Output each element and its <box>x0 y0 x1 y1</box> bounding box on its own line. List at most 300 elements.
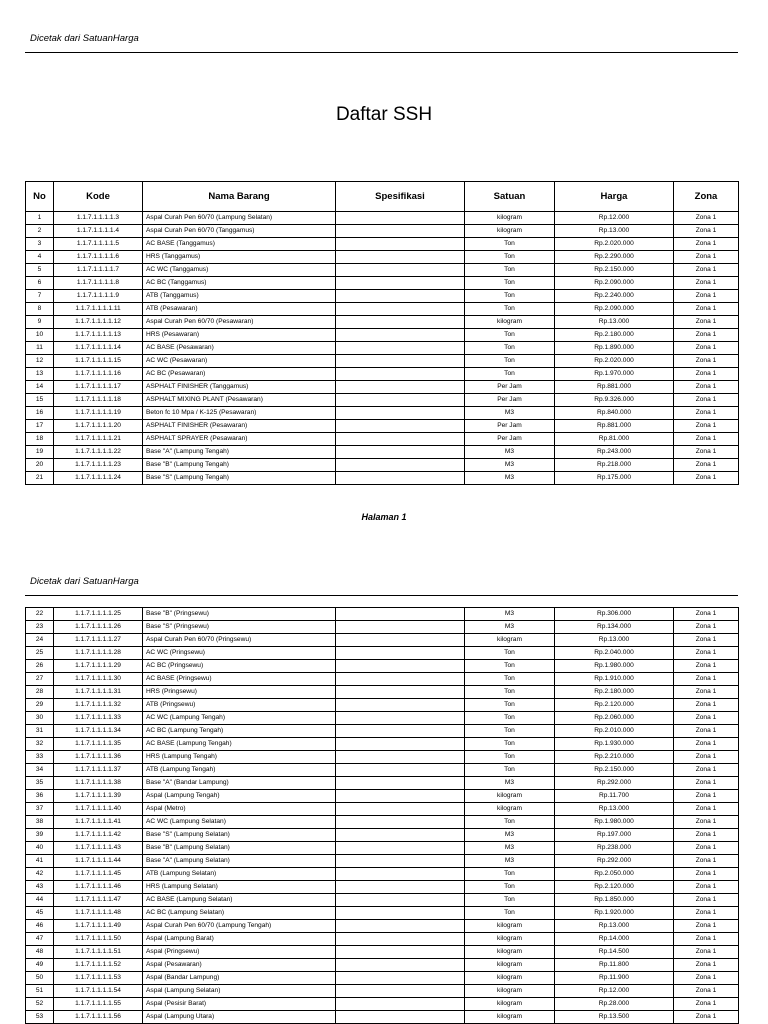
cell-kode: 1.1.7.1.1.1.1.8 <box>54 277 143 290</box>
cell-kode: 1.1.7.1.1.1.1.18 <box>54 394 143 407</box>
cell-nama-barang: Aspal (Pesisir Barat) <box>143 998 336 1011</box>
price-table-page-1 <box>25 181 739 485</box>
cell-kode: 1.1.7.1.1.1.1.9 <box>54 290 143 303</box>
table-row <box>26 212 739 225</box>
cell-no: 32 <box>26 738 54 751</box>
page-footer: Halaman 1 <box>361 512 407 522</box>
cell-nama-barang: ATB (Lampung Selatan) <box>143 868 336 881</box>
cell-no: 23 <box>26 621 54 634</box>
table-row <box>26 608 739 621</box>
cell-no: 40 <box>26 842 54 855</box>
cell-spesifikasi <box>336 881 465 894</box>
col-header-satuan: Satuan <box>465 182 555 212</box>
table-row <box>26 660 739 673</box>
cell-nama-barang: AC BASE (Lampung Selatan) <box>143 894 336 907</box>
cell-spesifikasi <box>336 946 465 959</box>
cell-zona: Zona 1 <box>674 686 739 699</box>
cell-harga: Rp.292.000 <box>555 777 674 790</box>
cell-zona: Zona 1 <box>674 355 739 368</box>
cell-nama-barang: AC WC (Pringsewu) <box>143 647 336 660</box>
cell-spesifikasi <box>336 368 465 381</box>
cell-nama-barang: ASPHALT MIXING PLANT (Pesawaran) <box>143 394 336 407</box>
cell-no: 53 <box>26 1011 54 1024</box>
cell-harga: Rp.2.120.000 <box>555 881 674 894</box>
cell-satuan: kilogram <box>465 634 555 647</box>
cell-no: 45 <box>26 907 54 920</box>
cell-kode: 1.1.7.1.1.1.1.38 <box>54 777 143 790</box>
cell-kode: 1.1.7.1.1.1.1.45 <box>54 868 143 881</box>
cell-zona: Zona 1 <box>674 751 739 764</box>
cell-satuan: M3 <box>465 472 555 485</box>
cell-spesifikasi <box>336 725 465 738</box>
cell-kode: 1.1.7.1.1.1.1.12 <box>54 316 143 329</box>
table-row <box>26 699 739 712</box>
cell-spesifikasi <box>336 920 465 933</box>
cell-zona: Zona 1 <box>674 972 739 985</box>
cell-no: 6 <box>26 277 54 290</box>
cell-zona: Zona 1 <box>674 290 739 303</box>
cell-zona: Zona 1 <box>674 368 739 381</box>
cell-harga: Rp.2.210.000 <box>555 751 674 764</box>
cell-nama-barang: AC BC (Lampung Tengah) <box>143 725 336 738</box>
cell-no: 42 <box>26 868 54 881</box>
cell-no: 38 <box>26 816 54 829</box>
cell-spesifikasi <box>336 420 465 433</box>
col-header-harga: Harga <box>555 182 674 212</box>
cell-spesifikasi <box>336 699 465 712</box>
cell-kode: 1.1.7.1.1.1.1.43 <box>54 842 143 855</box>
cell-harga: Rp.881.000 <box>555 381 674 394</box>
cell-no: 26 <box>26 660 54 673</box>
table-row <box>26 855 739 868</box>
cell-harga: Rp.14.500 <box>555 946 674 959</box>
cell-no: 25 <box>26 647 54 660</box>
cell-nama-barang: Aspal Curah Pen 60/70 (Tanggamus) <box>143 225 336 238</box>
cell-harga: Rp.11.900 <box>555 972 674 985</box>
table-row <box>26 777 739 790</box>
table-row <box>26 686 739 699</box>
cell-kode: 1.1.7.1.1.1.1.41 <box>54 816 143 829</box>
cell-harga: Rp.11.700 <box>555 790 674 803</box>
table-row <box>26 420 739 433</box>
cell-nama-barang: Aspal (Lampung Selatan) <box>143 985 336 998</box>
table-row <box>26 751 739 764</box>
cell-satuan: Ton <box>465 751 555 764</box>
cell-zona: Zona 1 <box>674 303 739 316</box>
cell-harga: Rp.14.000 <box>555 933 674 946</box>
cell-kode: 1.1.7.1.1.1.1.29 <box>54 660 143 673</box>
cell-nama-barang: Base "A" (Lampung Tengah) <box>143 446 336 459</box>
cell-no: 50 <box>26 972 54 985</box>
cell-spesifikasi <box>336 316 465 329</box>
cell-nama-barang: AC BASE (Pesawaran) <box>143 342 336 355</box>
table-row <box>26 946 739 959</box>
cell-harga: Rp.13.000 <box>555 316 674 329</box>
cell-zona: Zona 1 <box>674 660 739 673</box>
cell-no: 48 <box>26 946 54 959</box>
cell-harga: Rp.28.000 <box>555 998 674 1011</box>
cell-spesifikasi <box>336 660 465 673</box>
cell-kode: 1.1.7.1.1.1.1.51 <box>54 946 143 959</box>
table-row <box>26 303 739 316</box>
cell-spesifikasi <box>336 738 465 751</box>
cell-kode: 1.1.7.1.1.1.1.6 <box>54 251 143 264</box>
cell-spesifikasi <box>336 381 465 394</box>
table-row <box>26 394 739 407</box>
cell-kode: 1.1.7.1.1.1.1.5 <box>54 238 143 251</box>
cell-satuan: Per Jam <box>465 420 555 433</box>
cell-nama-barang: ASPHALT SPRAYER (Pesawaran) <box>143 433 336 446</box>
cell-nama-barang: AC BASE (Tanggamus) <box>143 238 336 251</box>
cell-spesifikasi <box>336 777 465 790</box>
cell-spesifikasi <box>336 290 465 303</box>
cell-satuan: kilogram <box>465 316 555 329</box>
cell-zona: Zona 1 <box>674 264 739 277</box>
cell-kode: 1.1.7.1.1.1.1.14 <box>54 342 143 355</box>
cell-kode: 1.1.7.1.1.1.1.40 <box>54 803 143 816</box>
cell-kode: 1.1.7.1.1.1.1.20 <box>54 420 143 433</box>
cell-zona: Zona 1 <box>674 316 739 329</box>
cell-no: 27 <box>26 673 54 686</box>
cell-spesifikasi <box>336 816 465 829</box>
cell-zona: Zona 1 <box>674 816 739 829</box>
table-row <box>26 290 739 303</box>
cell-harga: Rp.1.980.000 <box>555 816 674 829</box>
cell-nama-barang: Aspal Curah Pen 60/70 (Lampung Tengah) <box>143 920 336 933</box>
cell-spesifikasi <box>336 277 465 290</box>
cell-satuan: kilogram <box>465 790 555 803</box>
cell-kode: 1.1.7.1.1.1.1.26 <box>54 621 143 634</box>
cell-nama-barang: AC BASE (Pringsewu) <box>143 673 336 686</box>
cell-spesifikasi <box>336 751 465 764</box>
cell-harga: Rp.13.000 <box>555 920 674 933</box>
table-row <box>26 433 739 446</box>
cell-nama-barang: Aspal (Pesawaran) <box>143 959 336 972</box>
cell-zona: Zona 1 <box>674 433 739 446</box>
cell-spesifikasi <box>336 764 465 777</box>
cell-zona: Zona 1 <box>674 829 739 842</box>
cell-spesifikasi <box>336 998 465 1011</box>
cell-spesifikasi <box>336 829 465 842</box>
cell-harga: Rp.2.150.000 <box>555 764 674 777</box>
price-table-page-2 <box>25 607 739 1024</box>
cell-satuan: M3 <box>465 621 555 634</box>
cell-harga: Rp.2.050.000 <box>555 868 674 881</box>
cell-zona: Zona 1 <box>674 225 739 238</box>
cell-satuan: kilogram <box>465 985 555 998</box>
table-row <box>26 829 739 842</box>
table-row <box>26 459 739 472</box>
cell-zona: Zona 1 <box>674 907 739 920</box>
cell-kode: 1.1.7.1.1.1.1.54 <box>54 985 143 998</box>
cell-spesifikasi <box>336 933 465 946</box>
cell-satuan: M3 <box>465 842 555 855</box>
cell-spesifikasi <box>336 959 465 972</box>
col-header-zona: Zona <box>674 182 739 212</box>
cell-no: 4 <box>26 251 54 264</box>
cell-no: 19 <box>26 446 54 459</box>
table-row <box>26 985 739 998</box>
cell-harga: Rp.13.000 <box>555 803 674 816</box>
cell-no: 51 <box>26 985 54 998</box>
cell-nama-barang: Base "S" (Lampung Selatan) <box>143 829 336 842</box>
cell-zona: Zona 1 <box>674 212 739 225</box>
cell-zona: Zona 1 <box>674 712 739 725</box>
cell-no: 30 <box>26 712 54 725</box>
table-row <box>26 673 739 686</box>
cell-harga: Rp.1.930.000 <box>555 738 674 751</box>
cell-nama-barang: HRS (Lampung Tengah) <box>143 751 336 764</box>
cell-harga: Rp.2.180.000 <box>555 329 674 342</box>
cell-spesifikasi <box>336 608 465 621</box>
cell-kode: 1.1.7.1.1.1.1.25 <box>54 608 143 621</box>
cell-satuan: Ton <box>465 342 555 355</box>
table-row <box>26 1011 739 1024</box>
cell-harga: Rp.12.000 <box>555 985 674 998</box>
cell-zona: Zona 1 <box>674 238 739 251</box>
cell-no: 22 <box>26 608 54 621</box>
cell-spesifikasi <box>336 303 465 316</box>
cell-harga: Rp.13.500 <box>555 1011 674 1024</box>
table-row <box>26 472 739 485</box>
cell-zona: Zona 1 <box>674 790 739 803</box>
cell-nama-barang: Aspal (Bandar Lampung) <box>143 972 336 985</box>
cell-nama-barang: Aspal Curah Pen 60/70 (Pesawaran) <box>143 316 336 329</box>
cell-zona: Zona 1 <box>674 459 739 472</box>
cell-nama-barang: Aspal (Pringsewu) <box>143 946 336 959</box>
cell-satuan: kilogram <box>465 212 555 225</box>
cell-satuan: Ton <box>465 816 555 829</box>
cell-spesifikasi <box>336 264 465 277</box>
cell-spesifikasi <box>336 472 465 485</box>
cell-satuan: Per Jam <box>465 381 555 394</box>
cell-kode: 1.1.7.1.1.1.1.49 <box>54 920 143 933</box>
cell-kode: 1.1.7.1.1.1.1.28 <box>54 647 143 660</box>
cell-no: 31 <box>26 725 54 738</box>
cell-nama-barang: HRS (Pringsewu) <box>143 686 336 699</box>
cell-nama-barang: Base "B" (Pringsewu) <box>143 608 336 621</box>
cell-spesifikasi <box>336 686 465 699</box>
cell-zona: Zona 1 <box>674 868 739 881</box>
cell-harga: Rp.1.850.000 <box>555 894 674 907</box>
page-title: Daftar SSH <box>335 104 433 125</box>
cell-satuan: Ton <box>465 868 555 881</box>
cell-spesifikasi <box>336 1011 465 1024</box>
cell-harga: Rp.2.290.000 <box>555 251 674 264</box>
cell-no: 41 <box>26 855 54 868</box>
cell-no: 3 <box>26 238 54 251</box>
cell-satuan: M3 <box>465 855 555 868</box>
cell-nama-barang: AC BC (Pesawaran) <box>143 368 336 381</box>
cell-nama-barang: AC BC (Pringsewu) <box>143 660 336 673</box>
cell-harga: Rp.11.800 <box>555 959 674 972</box>
cell-satuan: Ton <box>465 712 555 725</box>
cell-satuan: Ton <box>465 725 555 738</box>
cell-satuan: Ton <box>465 699 555 712</box>
cell-nama-barang: AC BC (Lampung Selatan) <box>143 907 336 920</box>
cell-spesifikasi <box>336 459 465 472</box>
cell-nama-barang: ATB (Pringsewu) <box>143 699 336 712</box>
cell-satuan: kilogram <box>465 920 555 933</box>
cell-harga: Rp.2.120.000 <box>555 699 674 712</box>
cell-kode: 1.1.7.1.1.1.1.21 <box>54 433 143 446</box>
cell-zona: Zona 1 <box>674 725 739 738</box>
cell-nama-barang: ASPHALT FINISHER (Pesawaran) <box>143 420 336 433</box>
cell-nama-barang: Base "A" (Lampung Selatan) <box>143 855 336 868</box>
cell-spesifikasi <box>336 621 465 634</box>
cell-nama-barang: AC WC (Lampung Selatan) <box>143 816 336 829</box>
cell-zona: Zona 1 <box>674 634 739 647</box>
cell-satuan: Ton <box>465 764 555 777</box>
cell-kode: 1.1.7.1.1.1.1.31 <box>54 686 143 699</box>
cell-spesifikasi <box>336 855 465 868</box>
cell-kode: 1.1.7.1.1.1.1.34 <box>54 725 143 738</box>
cell-kode: 1.1.7.1.1.1.1.24 <box>54 472 143 485</box>
cell-kode: 1.1.7.1.1.1.1.46 <box>54 881 143 894</box>
cell-kode: 1.1.7.1.1.1.1.42 <box>54 829 143 842</box>
cell-no: 47 <box>26 933 54 946</box>
cell-satuan: Ton <box>465 673 555 686</box>
cell-no: 52 <box>26 998 54 1011</box>
cell-satuan: Per Jam <box>465 433 555 446</box>
cell-no: 9 <box>26 316 54 329</box>
table-row <box>26 368 739 381</box>
cell-no: 20 <box>26 459 54 472</box>
cell-zona: Zona 1 <box>674 881 739 894</box>
cell-nama-barang: HRS (Tanggamus) <box>143 251 336 264</box>
cell-zona: Zona 1 <box>674 472 739 485</box>
cell-zona: Zona 1 <box>674 842 739 855</box>
cell-harga: Rp.2.060.000 <box>555 712 674 725</box>
cell-nama-barang: Aspal (Lampung Tengah) <box>143 790 336 803</box>
cell-satuan: Ton <box>465 647 555 660</box>
cell-no: 12 <box>26 355 54 368</box>
cell-zona: Zona 1 <box>674 251 739 264</box>
cell-kode: 1.1.7.1.1.1.1.52 <box>54 959 143 972</box>
cell-nama-barang: Aspal (Lampung Barat) <box>143 933 336 946</box>
cell-kode: 1.1.7.1.1.1.1.23 <box>54 459 143 472</box>
cell-satuan: Ton <box>465 264 555 277</box>
cell-satuan: kilogram <box>465 972 555 985</box>
cell-harga: Rp.2.020.000 <box>555 355 674 368</box>
cell-zona: Zona 1 <box>674 673 739 686</box>
cell-spesifikasi <box>336 790 465 803</box>
cell-nama-barang: Base "S" (Pringsewu) <box>143 621 336 634</box>
cell-kode: 1.1.7.1.1.1.1.37 <box>54 764 143 777</box>
cell-harga: Rp.881.000 <box>555 420 674 433</box>
cell-no: 2 <box>26 225 54 238</box>
table-row <box>26 316 739 329</box>
cell-satuan: Ton <box>465 277 555 290</box>
cell-no: 1 <box>26 212 54 225</box>
cell-nama-barang: Aspal (Lampung Utara) <box>143 1011 336 1024</box>
printed-from-label-page-2: Dicetak dari SatuanHarga <box>30 576 139 587</box>
cell-kode: 1.1.7.1.1.1.1.33 <box>54 712 143 725</box>
cell-nama-barang: HRS (Lampung Selatan) <box>143 881 336 894</box>
cell-zona: Zona 1 <box>674 777 739 790</box>
cell-kode: 1.1.7.1.1.1.1.17 <box>54 381 143 394</box>
cell-kode: 1.1.7.1.1.1.1.19 <box>54 407 143 420</box>
cell-no: 36 <box>26 790 54 803</box>
cell-harga: Rp.2.040.000 <box>555 647 674 660</box>
table-row <box>26 738 739 751</box>
cell-kode: 1.1.7.1.1.1.1.56 <box>54 1011 143 1024</box>
cell-nama-barang: Aspal (Metro) <box>143 803 336 816</box>
table-row <box>26 920 739 933</box>
cell-nama-barang: ATB (Tanggamus) <box>143 290 336 303</box>
cell-satuan: kilogram <box>465 1011 555 1024</box>
cell-zona: Zona 1 <box>674 1011 739 1024</box>
cell-nama-barang: HRS (Pesawaran) <box>143 329 336 342</box>
cell-satuan: kilogram <box>465 946 555 959</box>
header-rule-page-2 <box>25 595 738 596</box>
cell-satuan: kilogram <box>465 803 555 816</box>
cell-satuan: Ton <box>465 660 555 673</box>
cell-spesifikasi <box>336 342 465 355</box>
cell-no: 24 <box>26 634 54 647</box>
cell-kode: 1.1.7.1.1.1.1.22 <box>54 446 143 459</box>
cell-kode: 1.1.7.1.1.1.1.4 <box>54 225 143 238</box>
cell-zona: Zona 1 <box>674 394 739 407</box>
cell-harga: Rp.175.000 <box>555 472 674 485</box>
col-header-no: No <box>26 182 54 212</box>
table-row <box>26 407 739 420</box>
cell-no: 14 <box>26 381 54 394</box>
cell-satuan: kilogram <box>465 225 555 238</box>
cell-kode: 1.1.7.1.1.1.1.27 <box>54 634 143 647</box>
cell-zona: Zona 1 <box>674 959 739 972</box>
cell-no: 29 <box>26 699 54 712</box>
cell-spesifikasi <box>336 868 465 881</box>
cell-harga: Rp.218.000 <box>555 459 674 472</box>
cell-zona: Zona 1 <box>674 803 739 816</box>
table-row <box>26 264 739 277</box>
cell-zona: Zona 1 <box>674 946 739 959</box>
table-row <box>26 998 739 1011</box>
table-row <box>26 647 739 660</box>
cell-no: 16 <box>26 407 54 420</box>
cell-satuan: Ton <box>465 738 555 751</box>
cell-nama-barang: Base "B" (Lampung Tengah) <box>143 459 336 472</box>
col-header-kode: Kode <box>54 182 143 212</box>
cell-nama-barang: AC WC (Tanggamus) <box>143 264 336 277</box>
cell-satuan: kilogram <box>465 959 555 972</box>
table-row <box>26 277 739 290</box>
cell-spesifikasi <box>336 907 465 920</box>
cell-harga: Rp.2.010.000 <box>555 725 674 738</box>
cell-nama-barang: Base "B" (Lampung Selatan) <box>143 842 336 855</box>
cell-no: 46 <box>26 920 54 933</box>
cell-spesifikasi <box>336 673 465 686</box>
table-row <box>26 790 739 803</box>
cell-satuan: Ton <box>465 303 555 316</box>
cell-kode: 1.1.7.1.1.1.1.47 <box>54 894 143 907</box>
table-row <box>26 355 739 368</box>
cell-harga: Rp.13.000 <box>555 225 674 238</box>
cell-zona: Zona 1 <box>674 998 739 1011</box>
cell-kode: 1.1.7.1.1.1.1.16 <box>54 368 143 381</box>
cell-harga: Rp.1.980.000 <box>555 660 674 673</box>
cell-satuan: M3 <box>465 407 555 420</box>
cell-harga: Rp.197.000 <box>555 829 674 842</box>
cell-spesifikasi <box>336 842 465 855</box>
cell-spesifikasi <box>336 212 465 225</box>
cell-no: 33 <box>26 751 54 764</box>
cell-no: 17 <box>26 420 54 433</box>
cell-harga: Rp.1.920.000 <box>555 907 674 920</box>
cell-zona: Zona 1 <box>674 621 739 634</box>
cell-zona: Zona 1 <box>674 933 739 946</box>
